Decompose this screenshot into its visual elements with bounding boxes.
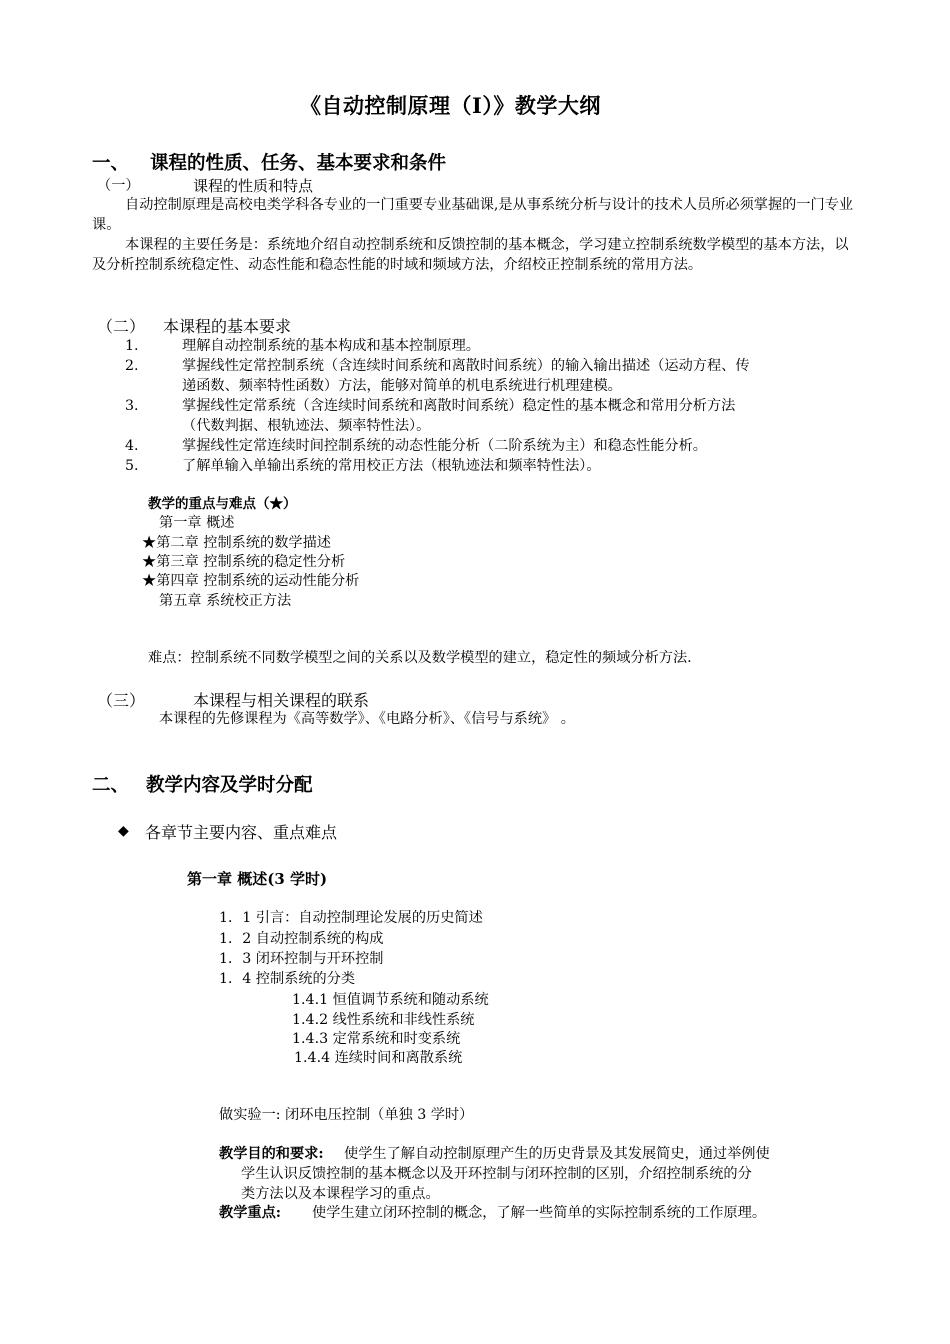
experiment-text: 做实验一: 闭环电压控制（单独 3 学时） xyxy=(219,1107,474,1123)
sub3-text: 本课程的先修课程为《高等数学》、《电路分析》、《信号与系统》 。 xyxy=(159,711,575,727)
list-item-text-continued: 递函数、频率特性函数）方法，能够对简单的机电系统进行机理建模。 xyxy=(182,378,622,394)
section1-heading: 课程的性质、任务、基本要求和条件 xyxy=(150,153,447,174)
list-item-number: 3. xyxy=(125,398,139,414)
list-item-number: 1. xyxy=(125,338,139,354)
section1-number: 一、 xyxy=(92,153,130,174)
goal-text-line2: 学生认识反馈控制的基本概念以及开环控制与闭环控制的区别，介绍控制系统的分 xyxy=(241,1166,752,1182)
difficulty-text: 难点：控制系统不同数学模型之间的关系以及数学模型的建立，稳定性的频域分析方法. xyxy=(148,650,692,666)
key-label: 教学重点: xyxy=(219,1205,281,1221)
chapter1-section: 1．4 控制系统的分类 xyxy=(219,971,356,987)
list-item-number: 4. xyxy=(125,438,139,454)
sub1-paragraph-1: 自动控制原理是高校电类学科各专业的一门重要专业基础课,是从事系统分析与设计的技术人员所必须掌握的一门专业课。 xyxy=(92,197,854,233)
focus-heading: 教学的重点与难点（★） xyxy=(148,496,297,512)
goal-label: 教学目的和要求: xyxy=(219,1146,324,1162)
chapter1-subsection: 1.4.3 定常系统和时变系统 xyxy=(292,1031,461,1047)
chapter1-subsection: 1.4.4 连续时间和离散系统 xyxy=(294,1050,463,1066)
list-item-text: 理解自动控制系统的基本构成和基本控制原理。 xyxy=(182,338,480,354)
list-item-number: 5. xyxy=(125,458,139,474)
sub1-heading: 课程的性质和特点 xyxy=(193,177,314,195)
list-item-number: 2. xyxy=(125,358,139,374)
chapter1-subsection: 1.4.2 线性系统和非线性系统 xyxy=(292,1012,475,1028)
goal-text-line3: 类方法以及本课程学习的重点。 xyxy=(241,1186,440,1202)
chapter1-section: 1．3 闭环控制与开环控制 xyxy=(219,951,384,967)
chapter-list-item: 第五章 系统校正方法 xyxy=(159,593,292,609)
chapter-list-item: ★第二章 控制系统的数学描述 xyxy=(142,535,331,551)
sub3-number: （三） xyxy=(97,691,146,710)
diamond-bullet-icon: ◆ xyxy=(118,823,129,839)
chapter1-subsection: 1.4.1 恒值调节系统和随动系统 xyxy=(292,992,489,1008)
chapter-list-item: ★第四章 控制系统的运动性能分析 xyxy=(142,573,360,589)
key-text: 使学生建立闭环控制的概念，了解一些简单的实际控制系统的工作原理。 xyxy=(312,1205,767,1221)
chapter1-heading: 第一章 概述(3 学时) xyxy=(187,870,328,888)
section2-heading: 教学内容及学时分配 xyxy=(146,775,313,796)
sub2-number: （二） xyxy=(97,317,146,336)
list-item-text: 了解单输入单输出系统的常用校正方法（根轨迹法和频率特性法）。 xyxy=(182,458,601,474)
sub2-heading: 本课程的基本要求 xyxy=(163,317,292,336)
chapter-list-item: ★第三章 控制系统的稳定性分析 xyxy=(142,554,346,570)
list-item-text: 掌握线性定常系统（含连续时间系统和离散时间系统）稳定性的基本概念和常用分析方法 xyxy=(182,398,736,414)
section2-number: 二、 xyxy=(92,775,130,796)
sub1-paragraph-2: 本课程的主要任务是：系统地介绍自动控制系统和反馈控制的基本概念，学习建立控制系统数学模型的基本方法，以及分析控制系统稳定性、动态性能和稳态性能的时域和频域方法，介绍校正控制系统的常用方法。 xyxy=(92,237,849,273)
goal-text-line1: 使学生了解自动控制原理产生的历史背景及其发展简史，通过举例使 xyxy=(344,1146,770,1162)
sub3-heading: 本课程与相关课程的联系 xyxy=(193,691,370,710)
list-item-text-continued: （代数判据、根轨迹法、频率特性法）。 xyxy=(182,418,431,434)
list-item-text: 掌握线性定常控制系统（含连续时间系统和离散时间系统）的输入输出描述（运动方程、传 xyxy=(182,358,750,374)
chapter1-section: 1．1 引言：自动控制理论发展的历史简述 xyxy=(219,910,483,926)
list-item-text: 掌握线性定常连续时间控制系统的动态性能分析（二阶系统为主）和稳态性能分析。 xyxy=(182,438,707,454)
chapter-list-item: 第一章 概述 xyxy=(159,515,235,531)
sub1-number: （一） xyxy=(97,178,140,194)
page-title: 《自动控制原理（I）》教学大纲 xyxy=(300,93,601,118)
bullet-text: 各章节主要内容、重点难点 xyxy=(145,823,338,842)
chapter1-section: 1．2 自动控制系统的构成 xyxy=(219,931,384,947)
